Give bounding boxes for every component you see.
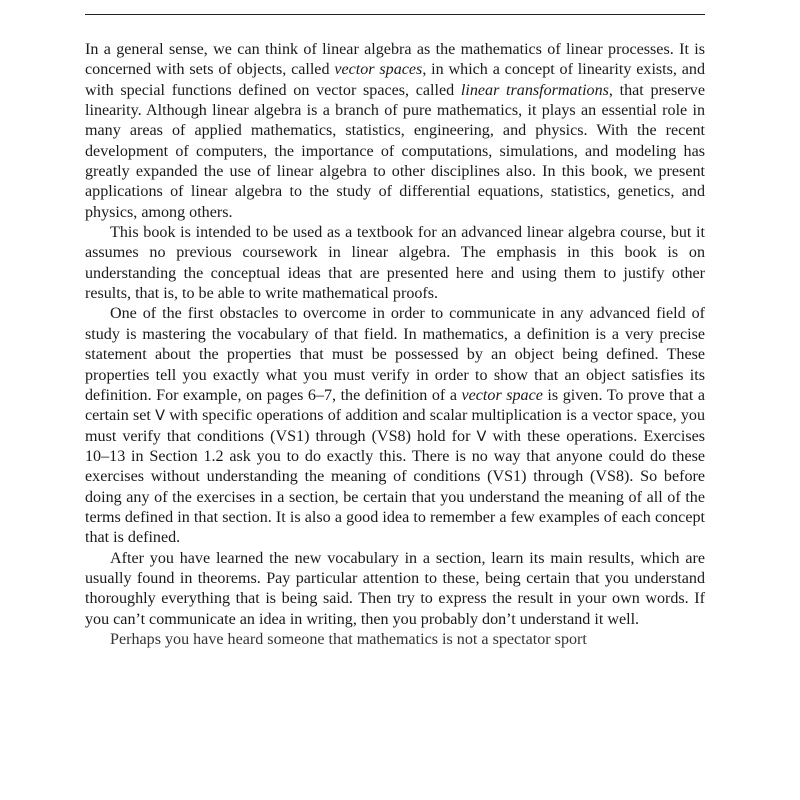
text-run: with specific operations of addition and scalar multiplication is a vector space, you must verify that conditions (VS1) through (VS8) hold for	[85, 407, 706, 445]
text-run: with these operations. Exercises 10–13 in Section 1.2 ask you to do exactly this. There is no way that anyone could do these exercises without understanding the meaning of conditions (VS1) through (VS8). So before doing any of the exercises in a section, be certain that you understand the meaning of all of the terms defined in that section. It is also a good idea to remember a few examples of each concept that is defined.	[85, 427, 706, 547]
paragraph-1	[85, 40, 705, 223]
text-run: In a general sense, we can think of linear algebra as the mathematics of linear processes. It is concerned with sets of objects, called	[85, 41, 705, 79]
italic-term: vector space	[461, 386, 543, 404]
body-text	[85, 40, 705, 650]
italic-term: linear transformations	[460, 81, 609, 99]
paragraph-3	[85, 304, 705, 548]
text-run: , in which a concept of linearity exists, and with special functions defined on vector spaces, called	[85, 61, 706, 99]
math-symbol: V	[476, 428, 487, 445]
math-symbol: V	[155, 408, 166, 425]
text-run: One of the first obstacles to overcome in order to communicate in any advanced field of study is mastering the vocabulary of that field. In mathematics, a definition is a very precise statement about the properties that must be possessed by an object being defined. These properties tell you exactly what you must verify in order to show that an object satisfies its definition. For example, on pages 6–7, the definition of a	[85, 305, 705, 404]
text-run: , that preserve linearity. Although linear algebra is a branch of pure mathematics, it plays an essential role in many areas of applied mathematics, statistics, engineering, and physics. With the recent development of computers, the importance of computations, simulations, and modeling has greatly expanded the use of linear algebra to other disciplines also. In this book, we present applications of linear algebra to the study of differential equations, statistics, genetics, and physics, among others.	[85, 81, 705, 221]
italic-term: vector spaces	[334, 61, 423, 79]
paragraph-5-partial: Perhaps you have heard someone that mathematics is not a spectator sport	[110, 630, 587, 648]
paragraph-4	[85, 549, 705, 630]
text-run: This book is intended to be used as a textbook for an advanced linear algebra course, but it assumes no previous coursework in linear algebra. The emphasis in this book is on understanding the conceptual ideas that are presented here and using them to justify other results, that is, to be able to write mathematical proofs.	[85, 224, 705, 303]
text-run: After you have learned the new vocabulary in a section, learn its main results, which are usually found in theorems. Pay particular attention to these, being certain that you understand thoroughly everything that is being said. Then try to express the result in your own words. If you can’t communicate an idea in writing, then you probably don’t understand it well.	[85, 549, 705, 628]
header-rule	[85, 14, 705, 15]
paragraph-2	[85, 223, 705, 304]
text-run: is given. To prove that a certain set	[85, 386, 705, 425]
